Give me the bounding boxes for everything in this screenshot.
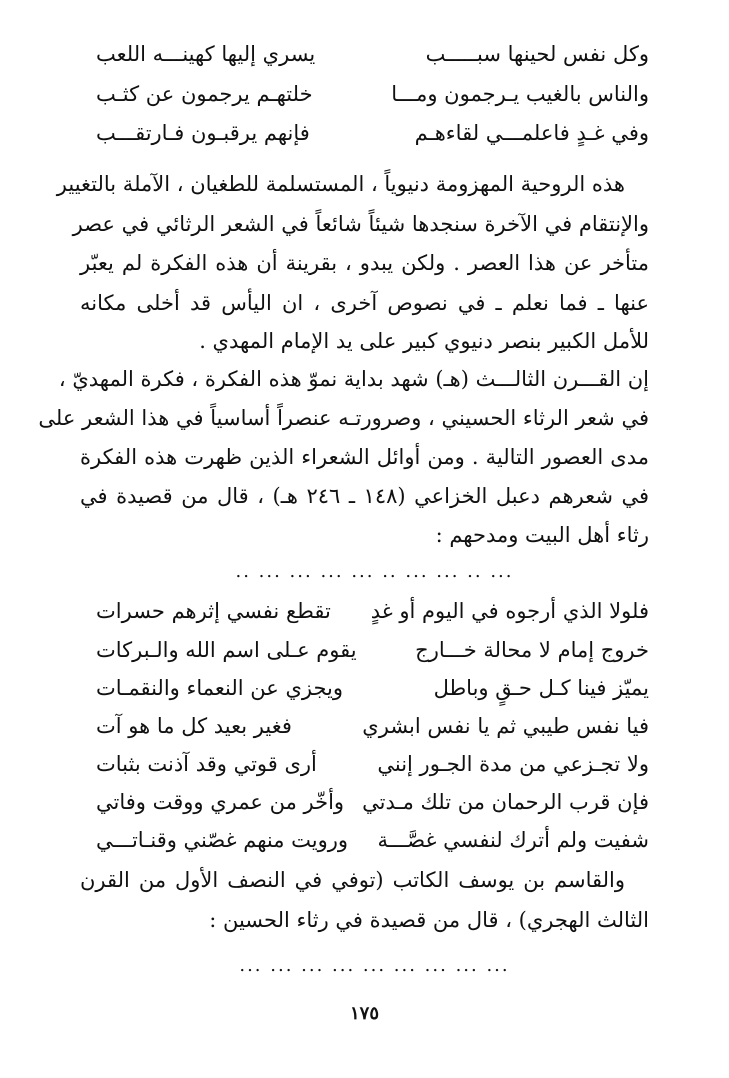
verse-hemistich-first: ولا تجـزعي من مدة الجـور إنني: [377, 752, 649, 776]
verse-hemistich-first: يميّز فينا كـل حـقٍ وباطل: [433, 676, 649, 700]
verse-hemistich-second: خلتهـم يرجمون عن كثـب: [96, 82, 313, 106]
page-number: ١٧٥: [349, 1003, 379, 1024]
verse-hemistich-first: شفيت ولم أترك لنفسي غصَّـــة: [377, 828, 649, 852]
ellipsis-line: ... .. ... ... .. ... ... ... ... ..: [235, 561, 514, 582]
verse-hemistich-first: والناس بالغيب يـرجمون ومـــا: [391, 82, 649, 106]
verse-hemistich-first: فإن قرب الرحمان من تلك مـدتي: [362, 790, 649, 814]
paragraph-line: مدى العصور التالية . ومن أوائل الشعراء الذين ظهرت هذه الفكرة: [80, 445, 649, 469]
paragraph-line: للأمل الكبير بنصر دنيوي كبير على يد الإمام المهدي .: [199, 329, 649, 353]
paragraph-line: في شعرهم دعبل الخزاعي (١٤٨ ـ ٢٤٦ هـ) ، قال من قصيدة في: [80, 484, 649, 508]
verse-hemistich-first: وكل نفس لحينها سبـــــب: [425, 42, 649, 66]
paragraph-line: متأخر عن هذا العصر . ولكن يبدو ، بقرينة أن هذه الفكرة لم يعبّر: [80, 251, 649, 275]
paragraph-line: عنها ـ فما نعلم ـ في نصوص آخرى ، ان اليأس قد أخلى مكانه: [80, 291, 649, 315]
verse-hemistich-second: ويجزي عن النعماء والنقمـات: [96, 676, 344, 700]
verse-hemistich-first: خروج إمام لا محالة خـــارج: [415, 638, 649, 662]
verse-hemistich-second: فغير بعيد كل ما هو آت: [96, 714, 292, 738]
verse-hemistich-first: وفي غـدٍ فاعلمـــي لقاءهـم: [414, 121, 649, 145]
verse-hemistich-second: أرى قوتي وقد آذنت بثبات: [96, 752, 317, 776]
verse-hemistich-second: فإنهم يرقبـون فـارتقـــب: [96, 121, 310, 145]
paragraph-line: والإنتقام في الآخرة سنجدها شيئاً شائعاً في الشعر الرثائي في عصر: [72, 212, 649, 236]
verse-hemistich-second: وأخّر من عمري ووقت وفاتي: [96, 790, 345, 814]
verse-hemistich-first: فيا نفس طيبي ثم يا نفس ابشري: [362, 714, 649, 738]
paragraph-line: إن القـــرن الثالـــث (هـ) شهد بداية نموّ هذه الفكرة ، فكرة المهديّ ،: [58, 367, 649, 391]
paragraph-line: رثاء أهل البيت ومدحهم :: [435, 523, 649, 547]
paragraph-line: هذه الروحية المهزومة دنيوياً ، المستسلمة للطغيان ، الآملة بالتغيير: [56, 172, 625, 196]
verse-hemistich-second: تقطع نفسي إثرهم حسرات: [96, 599, 331, 623]
verse-hemistich-first: فلولا الذي أرجوه في اليوم أو غدٍ: [370, 599, 649, 623]
paragraph-line: في شعر الرثاء الحسيني ، وصرورتـه عنصراً أساسياً في هذا الشعر على: [38, 406, 649, 430]
ellipsis-line: ... ... ... ... ... ... ... ... ...: [239, 955, 510, 976]
paragraph-line: والقاسم بن يوسف الكاتب (توفي في النصف الأول من القرن: [80, 868, 625, 892]
verse-hemistich-second: يقوم عـلى اسم الله والـبركات: [96, 638, 357, 662]
paragraph-line: الثالث الهجري) ، قال من قصيدة في رثاء الحسين :: [209, 908, 649, 932]
verse-hemistich-second: ورويت منهم غصّني وقنـاتـــي: [96, 828, 349, 852]
verse-hemistich-second: يسري إليها كهينـــه اللعب: [96, 42, 316, 66]
